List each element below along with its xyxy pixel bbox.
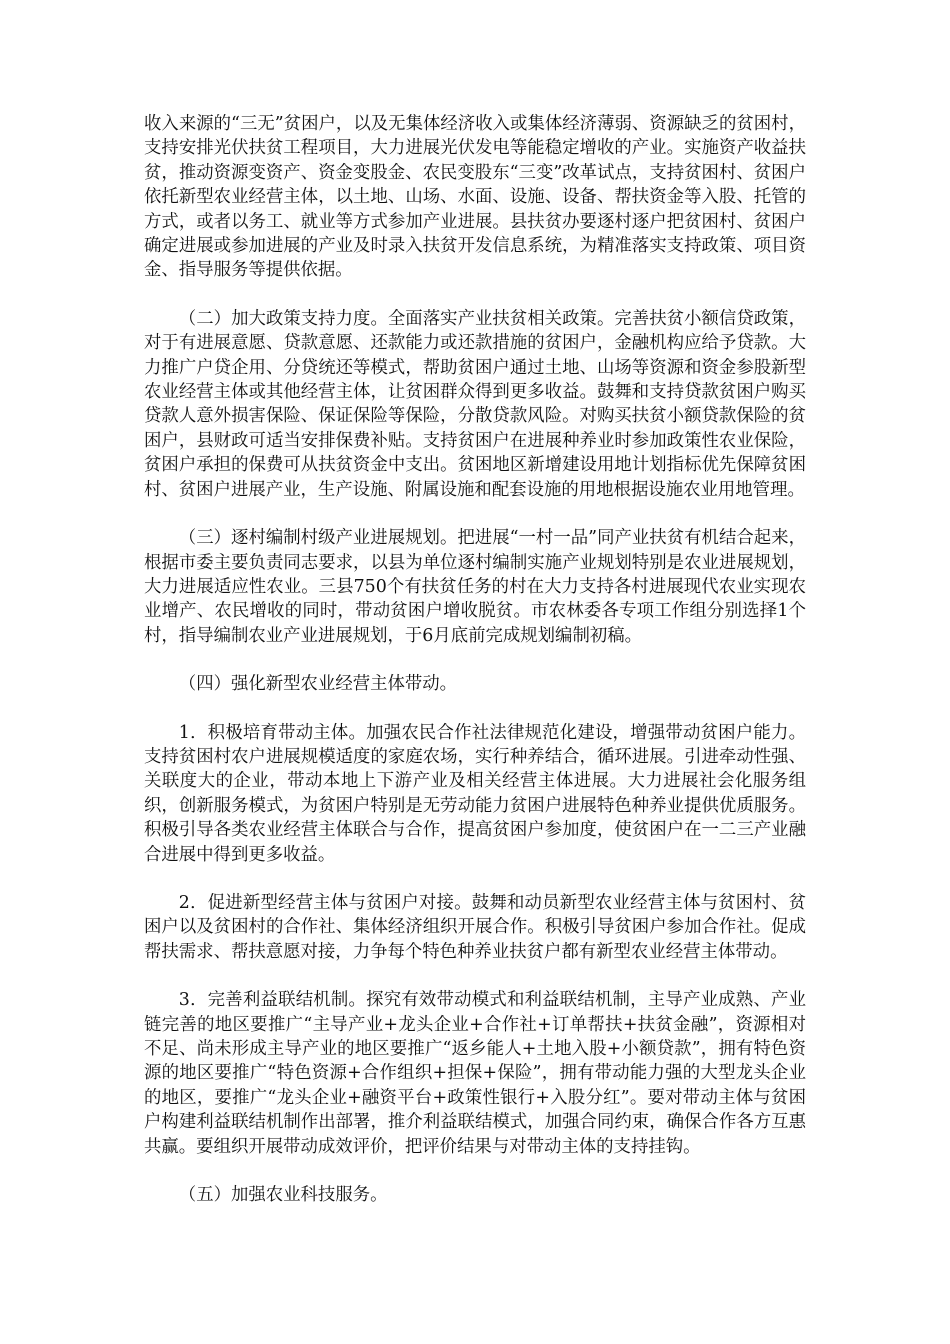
paragraph-village-planning: （三）逐村编制村级产业进展规划。把进展“一村一品”同产业扶贫有机结合起来，根据市委主要负责同志要求，以县为单位逐村编制实施产业规划特别是农业进展规划，大力进展适应性农业。三县750个有扶贫任务的村在大力支持各村进展现代农业实现农业增产、农民增收的同时，带动贫困户增收脱贫。市农林委各专项工作组分别选择1个村，指导编制农业产业进展规划，于6月底前完成规划编制初稿。 xyxy=(144,528,806,646)
paragraph-entity-docking: 2．促进新型经营主体与贫困户对接。鼓舞和动员新型农业经营主体与贫困村、贫困户以及贫困村的合作社、集体经济组织开展合作。积极引导贫困户参加合作社。促成帮扶需求、帮扶意愿对接，力争每个特色种养业扶贫户都有新型农业经营主体带动。 xyxy=(144,892,806,962)
paragraph-policy-support: （二）加大政策支持力度。全面落实产业扶贫相关政策。完善扶贫小额信贷政策，对于有进展意愿、贷款意愿、还款能力或还款措施的贫困户，金融机构应给予贷款。大力推广户贷企用、分贷统还等模式，帮助贫困户通过土地、山场等资源和资金参股新型农业经营主体或其他经营主体，让贫困群众得到更多收益。鼓舞和支持贷款贫困户购买贷款人意外损害保险、保证保险等保险，分散贷款风险。对购买扶贫小额贷款保险的贫困户，县财政可适当安排保费补贴。支持贫困户在进展种养业时参加政策性农业保险，贫困户承担的保费可从扶贫资金中支出。贫困地区新增建设用地计划指标优先保障贫困村、贫困户进展产业，生产设施、附属设施和配套设施的用地根据设施农业用地管理。 xyxy=(144,308,806,500)
heading-new-agricultural-entities: （四）强化新型农业经营主体带动。 xyxy=(178,674,458,695)
paragraph-continued-text: 收入来源的“三无”贫困户，以及无集体经济收入或集体经济薄弱、资源缺乏的贫困村，支持安排光伏扶贫工程项目，大力进展光伏发电等能稳定增收的产业。实施资产收益扶贫，推动资源变资产、资金变股金、农民变股东“三变”改革试点，支持贫困村、贫困户依托新型农业经营主体，以土地、山场、水面、设施、设备、帮扶资金等入股、托管的方式，或者以务工、就业等方式参加产业进展。县扶贫办要逐村逐户把贫困村、贫困户确定进展或参加进展的产业及时录入扶贫开发信息系统，为精准落实支持政策、项目资金、指导服务等提供依据。 xyxy=(144,114,806,281)
paragraph-benefit-linkage: 3．完善利益联结机制。探究有效带动模式和利益联结机制，主导产业成熟、产业链完善的地区要推广“主导产业+龙头企业+合作社+订单帮扶+扶贫金融”，资源相对不足、尚未形成主导产业的地区要推广“返乡能人+土地入股+小额贷款”，拥有特色资源的地区要推广“特色资源+合作组织+担保+保险”，拥有带动能力强的大型龙头企业的地区，要推广“龙头企业+融资平台+政策性银行+入股分红”。要对带动主体与贫困户构建利益联结机制作出部署，推介利益联结模式，加强合同约束，确保合作各方互惠共赢。要组织开展带动成效评价，把评价结果与对带动主体的支持挂钩。 xyxy=(144,990,806,1157)
paragraph-cultivate-entities: 1．积极培育带动主体。加强农民合作社法律规范化建设，增强带动贫困户能力。支持贫困村农户进展规模适度的家庭农场，实行种养结合，循环进展。引进牵动性强、关联度大的企业，带动本地上下游产业及相关经营主体进展。大力进展社会化服务组织，创新服务模式，为贫困户特别是无劳动能力贫困户进展特色种养业提供优质服务。积极引导各类农业经营主体联合与合作，提高贫困户参加度，使贫困户在一二三产业融合进展中得到更多收益。 xyxy=(144,722,806,865)
document-page xyxy=(144,112,806,1231)
heading-agri-tech-services: （五）加强农业科技服务。 xyxy=(178,1185,388,1206)
